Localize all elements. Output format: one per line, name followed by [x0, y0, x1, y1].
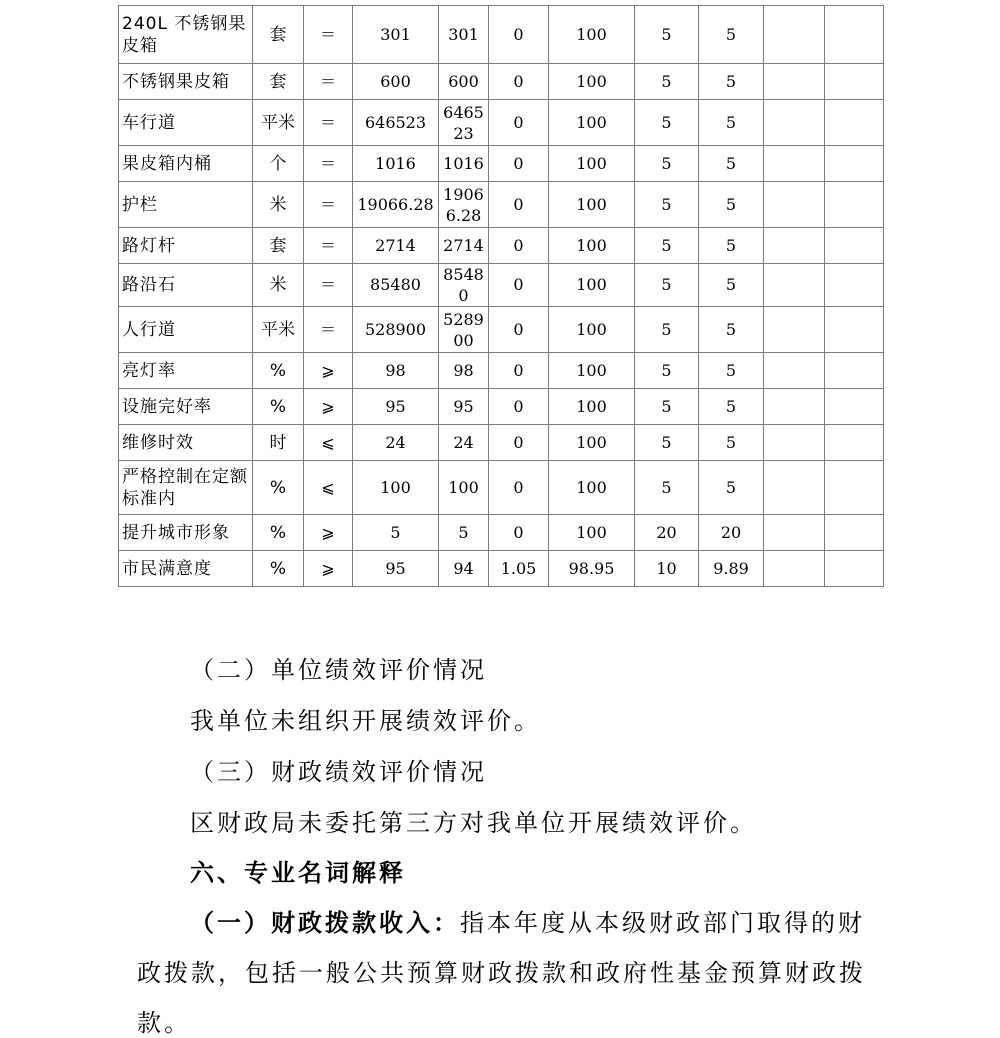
blank-cell	[825, 228, 884, 264]
blank-cell	[764, 389, 825, 425]
target-value: 1016	[353, 146, 439, 182]
table-row	[119, 146, 884, 182]
unit: %	[253, 353, 304, 389]
deviation: 0	[489, 461, 549, 515]
target-value: 2714	[353, 228, 439, 264]
table-row	[119, 307, 884, 353]
completion-rate: 100	[549, 353, 635, 389]
score: 5	[699, 264, 764, 307]
weight: 5	[635, 100, 699, 146]
operator: ＝	[304, 6, 353, 64]
score: 5	[699, 461, 764, 515]
deviation: 0	[489, 307, 549, 353]
unit: %	[253, 551, 304, 587]
actual-value: 301	[439, 6, 489, 64]
table-row	[119, 425, 884, 461]
unit: 套	[253, 228, 304, 264]
operator: ＝	[304, 307, 353, 353]
term1-label: （一）财政拨款收入：	[190, 909, 460, 937]
table-row	[119, 228, 884, 264]
deviation: 0	[489, 425, 549, 461]
weight: 5	[635, 389, 699, 425]
unit: 个	[253, 146, 304, 182]
deviation: 0	[489, 353, 549, 389]
operator: ⩾	[304, 551, 353, 587]
operator: ＝	[304, 100, 353, 146]
completion-rate: 100	[549, 6, 635, 64]
deviation: 0	[489, 146, 549, 182]
weight: 5	[635, 64, 699, 100]
completion-rate: 100	[549, 100, 635, 146]
target-value: 19066.28	[353, 182, 439, 228]
actual-value: 24	[439, 425, 489, 461]
score: 5	[699, 146, 764, 182]
indicator-name: 路灯杆	[119, 228, 253, 264]
unit: %	[253, 461, 304, 515]
blank-cell	[764, 228, 825, 264]
actual-value: 600	[439, 64, 489, 100]
performance-indicator-table	[118, 5, 884, 587]
target-value: 528900	[353, 307, 439, 353]
completion-rate: 100	[549, 461, 635, 515]
target-value: 95	[353, 389, 439, 425]
indicator-name: 维修时效	[119, 425, 253, 461]
blank-cell	[825, 461, 884, 515]
unit: 米	[253, 264, 304, 307]
table-row	[119, 182, 884, 228]
unit: %	[253, 389, 304, 425]
indicator-name: 亮灯率	[119, 353, 253, 389]
completion-rate: 100	[549, 64, 635, 100]
weight: 5	[635, 6, 699, 64]
paragraph-unit-evaluation: 我单位未组织开展绩效评价。	[190, 707, 541, 735]
unit: %	[253, 515, 304, 551]
weight: 5	[635, 264, 699, 307]
score: 5	[699, 6, 764, 64]
table-row	[119, 353, 884, 389]
weight: 5	[635, 353, 699, 389]
blank-cell	[825, 146, 884, 182]
section-heading-terms: 六、专业名词解释	[190, 859, 406, 887]
table-body	[119, 6, 884, 587]
blank-cell	[764, 515, 825, 551]
table-row	[119, 6, 884, 64]
term1-line1	[190, 903, 865, 938]
operator: ＝	[304, 182, 353, 228]
term1-line2: 政拨款，包括一般公共预算财政拨款和政府性基金预算财政拨	[137, 959, 866, 987]
actual-value: 85480	[439, 264, 489, 307]
score: 5	[699, 389, 764, 425]
blank-cell	[764, 461, 825, 515]
table-row	[119, 264, 884, 307]
operator: ⩾	[304, 515, 353, 551]
unit: 米	[253, 182, 304, 228]
blank-cell	[825, 307, 884, 353]
blank-cell	[825, 551, 884, 587]
weight: 5	[635, 228, 699, 264]
table-row	[119, 389, 884, 425]
completion-rate: 100	[549, 425, 635, 461]
actual-value: 100	[439, 461, 489, 515]
unit: 时	[253, 425, 304, 461]
blank-cell	[825, 64, 884, 100]
indicator-name: 提升城市形象	[119, 515, 253, 551]
deviation: 0	[489, 389, 549, 425]
deviation: 0	[489, 100, 549, 146]
operator: ⩾	[304, 389, 353, 425]
actual-value: 646523	[439, 100, 489, 146]
blank-cell	[825, 264, 884, 307]
indicator-name: 严格控制在定额标准内	[119, 461, 253, 515]
operator: ＝	[304, 64, 353, 100]
weight: 5	[635, 146, 699, 182]
target-value: 600	[353, 64, 439, 100]
term1-text: 指本年度从本级财政部门取得的财	[460, 909, 865, 937]
table-row	[119, 461, 884, 515]
score: 5	[699, 307, 764, 353]
blank-cell	[825, 425, 884, 461]
blank-cell	[764, 307, 825, 353]
deviation: 0	[489, 64, 549, 100]
weight: 20	[635, 515, 699, 551]
score: 5	[699, 182, 764, 228]
target-value: 646523	[353, 100, 439, 146]
score: 5	[699, 353, 764, 389]
operator: ⩽	[304, 425, 353, 461]
target-value: 5	[353, 515, 439, 551]
table-row	[119, 100, 884, 146]
operator: ＝	[304, 228, 353, 264]
score: 9.89	[699, 551, 764, 587]
deviation: 1.05	[489, 551, 549, 587]
term1-line3: 款。	[137, 1009, 191, 1037]
operator: ⩽	[304, 461, 353, 515]
deviation: 0	[489, 264, 549, 307]
target-value: 24	[353, 425, 439, 461]
actual-value: 95	[439, 389, 489, 425]
indicator-name: 护栏	[119, 182, 253, 228]
unit: 套	[253, 6, 304, 64]
actual-value: 1016	[439, 146, 489, 182]
indicator-name: 设施完好率	[119, 389, 253, 425]
score: 5	[699, 228, 764, 264]
table-row	[119, 64, 884, 100]
blank-cell	[825, 182, 884, 228]
unit: 平米	[253, 307, 304, 353]
table-row	[119, 515, 884, 551]
indicator-name: 240L 不锈钢果皮箱	[119, 6, 253, 64]
weight: 5	[635, 307, 699, 353]
completion-rate: 100	[549, 389, 635, 425]
blank-cell	[825, 389, 884, 425]
blank-cell	[764, 353, 825, 389]
section-heading-unit-evaluation: （二）单位绩效评价情况	[190, 656, 487, 684]
completion-rate: 100	[549, 228, 635, 264]
actual-value: 98	[439, 353, 489, 389]
target-value: 100	[353, 461, 439, 515]
actual-value: 528900	[439, 307, 489, 353]
blank-cell	[825, 6, 884, 64]
weight: 5	[635, 461, 699, 515]
operator: ＝	[304, 264, 353, 307]
target-value: 301	[353, 6, 439, 64]
actual-value: 2714	[439, 228, 489, 264]
indicator-name: 市民满意度	[119, 551, 253, 587]
deviation: 0	[489, 515, 549, 551]
blank-cell	[764, 146, 825, 182]
score: 20	[699, 515, 764, 551]
blank-cell	[825, 353, 884, 389]
completion-rate: 100	[549, 515, 635, 551]
blank-cell	[764, 6, 825, 64]
table-row	[119, 551, 884, 587]
target-value: 85480	[353, 264, 439, 307]
completion-rate: 98.95	[549, 551, 635, 587]
deviation: 0	[489, 228, 549, 264]
blank-cell	[764, 425, 825, 461]
target-value: 98	[353, 353, 439, 389]
weight: 5	[635, 182, 699, 228]
actual-value: 94	[439, 551, 489, 587]
score: 5	[699, 425, 764, 461]
actual-value: 5	[439, 515, 489, 551]
operator: ⩾	[304, 353, 353, 389]
operator: ＝	[304, 146, 353, 182]
indicator-name: 果皮箱内桶	[119, 146, 253, 182]
blank-cell	[764, 264, 825, 307]
indicator-name: 人行道	[119, 307, 253, 353]
blank-cell	[825, 515, 884, 551]
completion-rate: 100	[549, 182, 635, 228]
section-heading-fiscal-evaluation: （三）财政绩效评价情况	[190, 758, 487, 786]
deviation: 0	[489, 182, 549, 228]
completion-rate: 100	[549, 307, 635, 353]
deviation: 0	[489, 6, 549, 64]
weight: 5	[635, 425, 699, 461]
completion-rate: 100	[549, 146, 635, 182]
indicator-name: 路沿石	[119, 264, 253, 307]
weight: 10	[635, 551, 699, 587]
score: 5	[699, 64, 764, 100]
actual-value: 19066.28	[439, 182, 489, 228]
indicator-name: 车行道	[119, 100, 253, 146]
blank-cell	[764, 182, 825, 228]
completion-rate: 100	[549, 264, 635, 307]
target-value: 95	[353, 551, 439, 587]
blank-cell	[764, 100, 825, 146]
blank-cell	[764, 64, 825, 100]
unit: 平米	[253, 100, 304, 146]
blank-cell	[764, 551, 825, 587]
paragraph-fiscal-evaluation: 区财政局未委托第三方对我单位开展绩效评价。	[190, 809, 757, 837]
blank-cell	[825, 100, 884, 146]
score: 5	[699, 100, 764, 146]
unit: 套	[253, 64, 304, 100]
indicator-name: 不锈钢果皮箱	[119, 64, 253, 100]
